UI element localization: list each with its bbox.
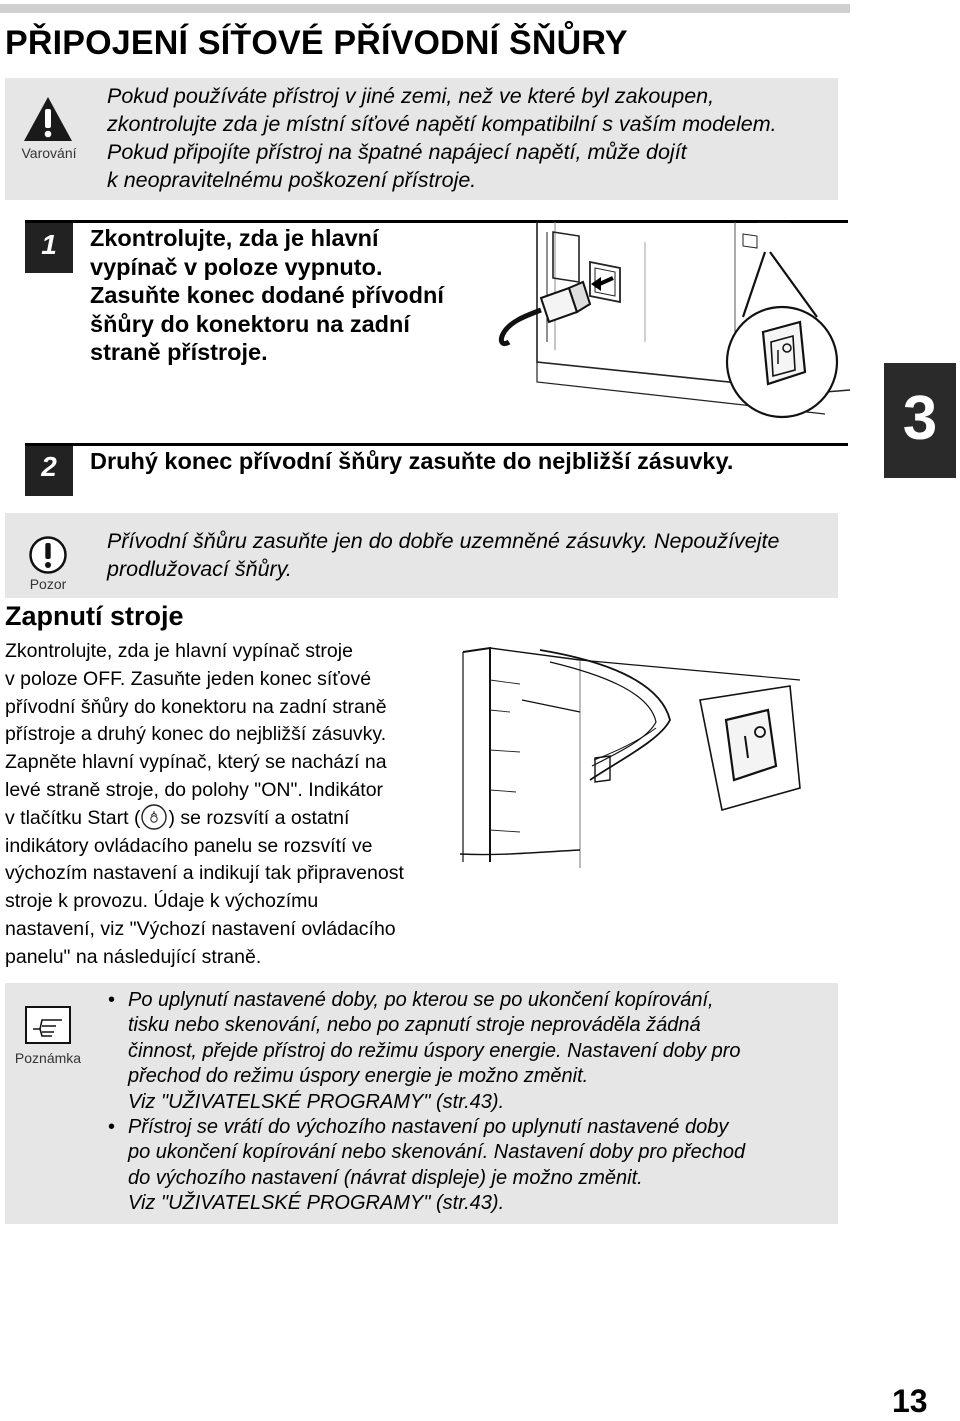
start-button-icon bbox=[140, 803, 168, 831]
caution-text bbox=[107, 527, 832, 583]
step-1-line: Zasuňte konec dodané přívodní bbox=[90, 282, 444, 308]
note-reference: Viz "UŽIVATELSKÉ PROGRAMY" (str.43). bbox=[128, 1192, 505, 1215]
step-2-number: 2 bbox=[25, 446, 73, 496]
note-item bbox=[108, 988, 830, 1115]
note-list bbox=[108, 988, 830, 1217]
body-line: výchozím nastavení a indikují tak připravenost bbox=[5, 862, 404, 885]
body-line: indikátory ovládacího panelu se rozsvítí ve bbox=[5, 834, 373, 857]
warning-line: k neopravitelnému poškození přístroje. bbox=[107, 168, 477, 192]
note-line: činnost, přejde přístroj do režimu úspory energie. Nastavení doby pro bbox=[128, 1039, 741, 1062]
body-line: panelu" na následující straně. bbox=[5, 945, 262, 968]
step-1-number: 1 bbox=[25, 223, 73, 273]
step-1-line: vypínač v poloze vypnuto. bbox=[90, 253, 383, 280]
warning-icon bbox=[22, 95, 74, 143]
note-line: Po uplynutí nastavené doby, po kterou se po ukončení kopírování, bbox=[128, 989, 714, 1011]
body-line: levé straně stroje, do polohy "ON". Indikátor bbox=[5, 778, 384, 801]
body-line-part: v tlačítku Start ( bbox=[5, 806, 141, 829]
body-line: nastavení, viz "Výchozí nastavení ovládacího bbox=[5, 917, 396, 940]
note-reference: Viz "UŽIVATELSKÉ PROGRAMY" (str.43). bbox=[128, 1090, 505, 1113]
warning-text bbox=[107, 82, 827, 194]
step-2-text: Druhý konec přívodní šňůry zasuňte do nejbližší zásuvky. bbox=[90, 448, 734, 474]
warning-line: Pokud připojíte přístroj na špatné napájecí napětí, může dojít bbox=[107, 140, 687, 164]
caution-line: prodlužovací šňůry. bbox=[107, 557, 292, 581]
step-1-line: Zkontrolujte, zda je hlavní bbox=[90, 225, 379, 251]
step-1-line: straně přístroje. bbox=[90, 339, 268, 365]
body-line bbox=[5, 805, 430, 833]
power-cord-illustration bbox=[495, 222, 850, 440]
section-title: Zapnutí stroje bbox=[5, 601, 184, 631]
note-label: Poznámka bbox=[14, 1050, 82, 1066]
chapter-tab: 3 bbox=[884, 363, 956, 478]
body-line: v poloze OFF. Zasuňte jeden konec síťové bbox=[5, 667, 372, 690]
warning-line: zkontrolujte zda je místní síťové napětí kompatibilní s vaším modelem. bbox=[107, 112, 777, 136]
body-line: přívodní šňůry do konektoru na zadní straně bbox=[5, 695, 387, 718]
warning-line: Pokud používáte přístroj v jiné zemi, než ve které byl zakoupen, bbox=[107, 84, 715, 108]
page-number: 13 bbox=[892, 1383, 928, 1419]
header-rule bbox=[0, 4, 850, 13]
caution-icon bbox=[28, 535, 68, 575]
note-line: do výchozího nastavení (návrat displeje) je možno změnit. bbox=[128, 1166, 643, 1189]
main-switch-illustration bbox=[460, 640, 830, 868]
power-on-body bbox=[5, 638, 430, 972]
body-line: přístroje a druhý konec do nejbližší zásuvky. bbox=[5, 723, 387, 746]
body-line: stroje k provozu. Údaje k výchozímu bbox=[5, 890, 319, 913]
note-line: přechod do režimu úspory energie je možno změnit. bbox=[128, 1065, 589, 1088]
note-item bbox=[108, 1115, 830, 1217]
note-line: po ukončení kopírování nebo skenování. Nastavení doby pro přechod bbox=[128, 1141, 746, 1164]
caution-label: Pozor bbox=[29, 576, 67, 592]
note-line: Přístroj se vrátí do výchozího nastavení po uplynutí nastavené doby bbox=[128, 1116, 729, 1139]
step-1-line: šňůry do konektoru na zadní bbox=[90, 310, 410, 337]
note-line: tisku nebo skenování, nebo po zapnutí stroje neprováděla žádná bbox=[128, 1014, 701, 1037]
body-line: Zapněte hlavní vypínač, který se nachází na bbox=[5, 751, 387, 774]
pointing-hand-note-icon bbox=[24, 1005, 72, 1045]
warning-label: Varování bbox=[21, 145, 77, 161]
body-line-part: ) se rozsvítí a ostatní bbox=[168, 806, 350, 829]
bullet-icon: • bbox=[108, 1116, 116, 1139]
step-1-text bbox=[90, 224, 490, 367]
bullet-icon: • bbox=[108, 989, 116, 1011]
step-2-rule bbox=[25, 443, 848, 446]
body-line: Zkontrolujte, zda je hlavní vypínač stroje bbox=[5, 640, 353, 662]
page-title: PŘIPOJENÍ SÍŤOVÉ PŘÍVODNÍ ŠŇŮRY bbox=[5, 24, 628, 62]
caution-line: Přívodní šňůru zasuňte jen do dobře uzemněné zásuvky. Nepoužívejte bbox=[107, 529, 780, 553]
